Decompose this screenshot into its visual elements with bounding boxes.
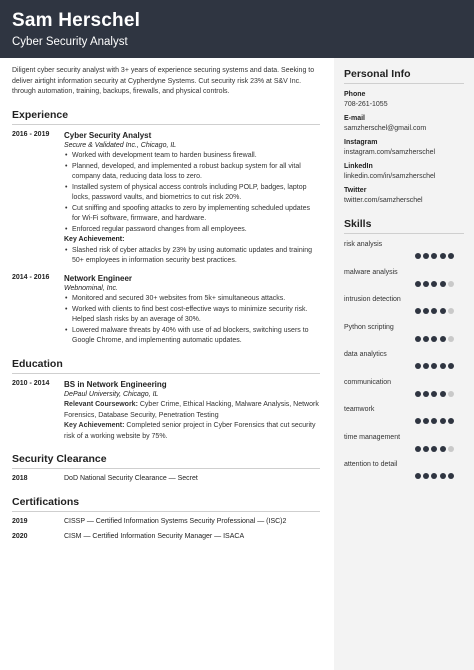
linkedin-link[interactable]: linkedin.com/in/samzherschel bbox=[344, 173, 436, 180]
rating-dot-filled bbox=[423, 308, 429, 314]
rating-dot-filled bbox=[448, 253, 454, 259]
bullet-item: • Monitored and secured 30+ websites from 5k+ simultaneous attacks. bbox=[64, 294, 320, 305]
rating-dot-filled bbox=[415, 391, 421, 397]
education-heading: Education bbox=[12, 358, 320, 374]
skill-rating bbox=[415, 446, 454, 452]
skill-name: communication bbox=[344, 378, 392, 386]
skill-rating bbox=[415, 473, 454, 479]
rating-dot-filled bbox=[423, 446, 429, 452]
skill-item bbox=[344, 405, 464, 433]
skill-item bbox=[344, 350, 464, 378]
skill-rating bbox=[415, 253, 454, 259]
job-company: Secure & Validated Inc., Chicago, IL bbox=[64, 141, 177, 149]
candidate-role: Cyber Security Analyst bbox=[12, 36, 128, 48]
skill-name: malware analysis bbox=[344, 268, 398, 276]
sidebar bbox=[334, 58, 474, 670]
skill-rating bbox=[415, 418, 454, 424]
bullet-item: • Worked with clients to find best cost-effective ways to minimize security risk. Helped slash risks by an average of 30%. bbox=[64, 305, 320, 326]
rating-dot-filled bbox=[423, 473, 429, 479]
coursework-line bbox=[64, 400, 320, 421]
rating-dot-filled bbox=[423, 253, 429, 259]
bullet-item: • Slashed risk of cyber attacks by 23% by using automatic updates and training 50+ employees in information security best practices. bbox=[64, 246, 320, 267]
skill-name: Python scripting bbox=[344, 323, 394, 331]
skill-item bbox=[344, 460, 464, 488]
rating-dot-filled bbox=[448, 418, 454, 424]
skill-name: attention to detail bbox=[344, 461, 398, 468]
education-dates: 2010 - 2014 bbox=[12, 379, 50, 387]
rating-dot-filled bbox=[423, 281, 429, 287]
job-entry bbox=[12, 273, 320, 347]
phone-label: Phone bbox=[344, 91, 366, 98]
rating-dot-filled bbox=[440, 308, 446, 314]
education-achievement-text: Completed senior project in Cyber Forensics that cut security risk of a working website by 75%. bbox=[64, 422, 316, 440]
rating-dot-filled bbox=[431, 418, 437, 424]
certification-year: 2020 bbox=[12, 533, 28, 540]
resume-header bbox=[0, 0, 474, 58]
rating-dot-empty bbox=[448, 391, 454, 397]
rating-dot-empty bbox=[448, 308, 454, 314]
education-achievement-line bbox=[64, 421, 320, 442]
skill-rating bbox=[415, 308, 454, 314]
personal-info-heading: Personal Info bbox=[344, 68, 464, 84]
achievement-bullets bbox=[64, 246, 320, 267]
rating-dot-filled bbox=[423, 336, 429, 342]
rating-dot-filled bbox=[440, 446, 446, 452]
certification-text: CISSP — Certified Information Systems Security Professional — (ISC)2 bbox=[64, 517, 287, 525]
experience-heading: Experience bbox=[12, 109, 320, 125]
rating-dot-filled bbox=[448, 363, 454, 369]
certification-text: CISM — Certified Information Security Manager — ISACA bbox=[64, 533, 245, 540]
clearance-heading: Security Clearance bbox=[12, 453, 320, 469]
job-entry bbox=[12, 130, 320, 267]
job-dates: 2016 - 2019 bbox=[12, 130, 50, 138]
rating-dot-filled bbox=[415, 473, 421, 479]
coursework-label: Relevant Coursework: bbox=[64, 401, 138, 408]
education-achievement-label: Key Achievement: bbox=[64, 422, 125, 429]
rating-dot-filled bbox=[431, 446, 437, 452]
skill-item bbox=[344, 378, 464, 406]
rating-dot-filled bbox=[431, 281, 437, 287]
job-dates: 2014 - 2016 bbox=[12, 273, 50, 281]
clearance-year: 2018 bbox=[12, 475, 28, 482]
skill-rating bbox=[415, 363, 454, 369]
rating-dot-filled bbox=[440, 363, 446, 369]
education-entry bbox=[12, 379, 320, 443]
clearance-row bbox=[12, 474, 320, 485]
skill-name: intrusion detection bbox=[344, 296, 401, 303]
job-company: Webnominal, Inc. bbox=[64, 284, 118, 292]
rating-dot-filled bbox=[415, 446, 421, 452]
clearance-text: DoD National Security Clearance — Secret bbox=[64, 475, 198, 482]
rating-dot-filled bbox=[431, 363, 437, 369]
twitter-label: Twitter bbox=[344, 187, 367, 194]
job-title: Cyber Security Analyst bbox=[64, 130, 152, 140]
rating-dot-filled bbox=[440, 281, 446, 287]
bullet-item: • Installed system of physical access controls including POLP, badges, laptop locks, password vaults, and biometrics to cut risk 20%. bbox=[64, 183, 320, 204]
certifications-heading: Certifications bbox=[12, 496, 320, 512]
rating-dot-filled bbox=[440, 473, 446, 479]
rating-dot-filled bbox=[415, 418, 421, 424]
twitter-link[interactable]: twitter.com/samzherschel bbox=[344, 197, 423, 204]
job-title: Network Engineer bbox=[64, 273, 133, 283]
skill-rating bbox=[415, 391, 454, 397]
rating-dot-filled bbox=[440, 253, 446, 259]
skill-rating bbox=[415, 281, 454, 287]
certification-row bbox=[12, 517, 320, 528]
candidate-name: Sam Herschel bbox=[12, 10, 141, 31]
rating-dot-filled bbox=[415, 336, 421, 342]
skill-item bbox=[344, 268, 464, 296]
rating-dot-filled bbox=[415, 363, 421, 369]
linkedin-label: LinkedIn bbox=[344, 163, 373, 170]
rating-dot-filled bbox=[415, 253, 421, 259]
skill-name: risk analysis bbox=[344, 241, 383, 248]
phone-value: 708-261-1055 bbox=[344, 101, 388, 108]
rating-dot-filled bbox=[415, 308, 421, 314]
school-name: DePaul University, Chicago, IL bbox=[64, 390, 159, 398]
summary-text: Diligent cyber security analyst with 3+ years of experience securing systems and data. Seeking to deliver airtight information security at Cypherdyne Systems. Cut security risk 23% at S&V Inc. through automation, training, backups, firewalls, and physical controls. bbox=[12, 67, 315, 95]
rating-dot-filled bbox=[431, 391, 437, 397]
rating-dot-filled bbox=[431, 253, 437, 259]
rating-dot-filled bbox=[415, 281, 421, 287]
bullet-item: • Lowered malware threats by 40% with use of ad blockers, switching users to Google Chrome, and implementing automatic updates. bbox=[64, 326, 320, 347]
bullet-item: • Worked with development team to harden business firewall. bbox=[64, 151, 320, 162]
skill-name: data analytics bbox=[344, 351, 387, 358]
job-bullets bbox=[64, 294, 320, 347]
job-bullets bbox=[64, 151, 320, 235]
instagram-link[interactable]: instagram.com/samzherschel bbox=[344, 149, 436, 156]
bullet-item: • Cut sniffing and spoofing attacks to zero by implementing scheduled updates for Wi-Fi software, firmware, and hardware. bbox=[64, 204, 320, 225]
degree-title: BS in Network Engineering bbox=[64, 379, 167, 389]
bullet-item: • Enforced regular password changes from all employees. bbox=[64, 225, 320, 236]
skill-item bbox=[344, 433, 464, 461]
certification-row bbox=[12, 532, 320, 543]
rating-dot-filled bbox=[440, 336, 446, 342]
certification-year: 2019 bbox=[12, 517, 28, 525]
instagram-label: Instagram bbox=[344, 139, 378, 146]
skill-name: teamwork bbox=[344, 406, 375, 413]
email-value[interactable]: samzherschel@gmail.com bbox=[344, 125, 427, 132]
main-column bbox=[12, 66, 320, 666]
skill-rating bbox=[415, 336, 454, 342]
rating-dot-filled bbox=[431, 308, 437, 314]
skill-item bbox=[344, 323, 464, 351]
rating-dot-filled bbox=[431, 473, 437, 479]
rating-dot-filled bbox=[423, 363, 429, 369]
rating-dot-filled bbox=[423, 391, 429, 397]
rating-dot-filled bbox=[440, 418, 446, 424]
rating-dot-empty bbox=[448, 281, 454, 287]
skill-item bbox=[344, 240, 464, 268]
rating-dot-filled bbox=[423, 418, 429, 424]
email-label: E-mail bbox=[344, 115, 366, 122]
rating-dot-filled bbox=[440, 391, 446, 397]
rating-dot-filled bbox=[431, 336, 437, 342]
skill-name: time management bbox=[344, 433, 401, 441]
coursework-text: Cyber Crime, Ethical Hacking, Malware Analysis, Network Forensics, Database Security, Penetration Testing bbox=[64, 401, 319, 419]
rating-dot-empty bbox=[448, 446, 454, 452]
rating-dot-empty bbox=[448, 336, 454, 342]
bullet-item: • Planned, developed, and implemented a robust backup system for all vital company data, reducing data loss to zero. bbox=[64, 162, 320, 183]
rating-dot-filled bbox=[448, 473, 454, 479]
key-achievement-label: Key Achievement: bbox=[64, 236, 125, 243]
skills-heading: Skills bbox=[344, 218, 464, 234]
skill-item bbox=[344, 295, 464, 323]
skills-list bbox=[344, 240, 464, 488]
